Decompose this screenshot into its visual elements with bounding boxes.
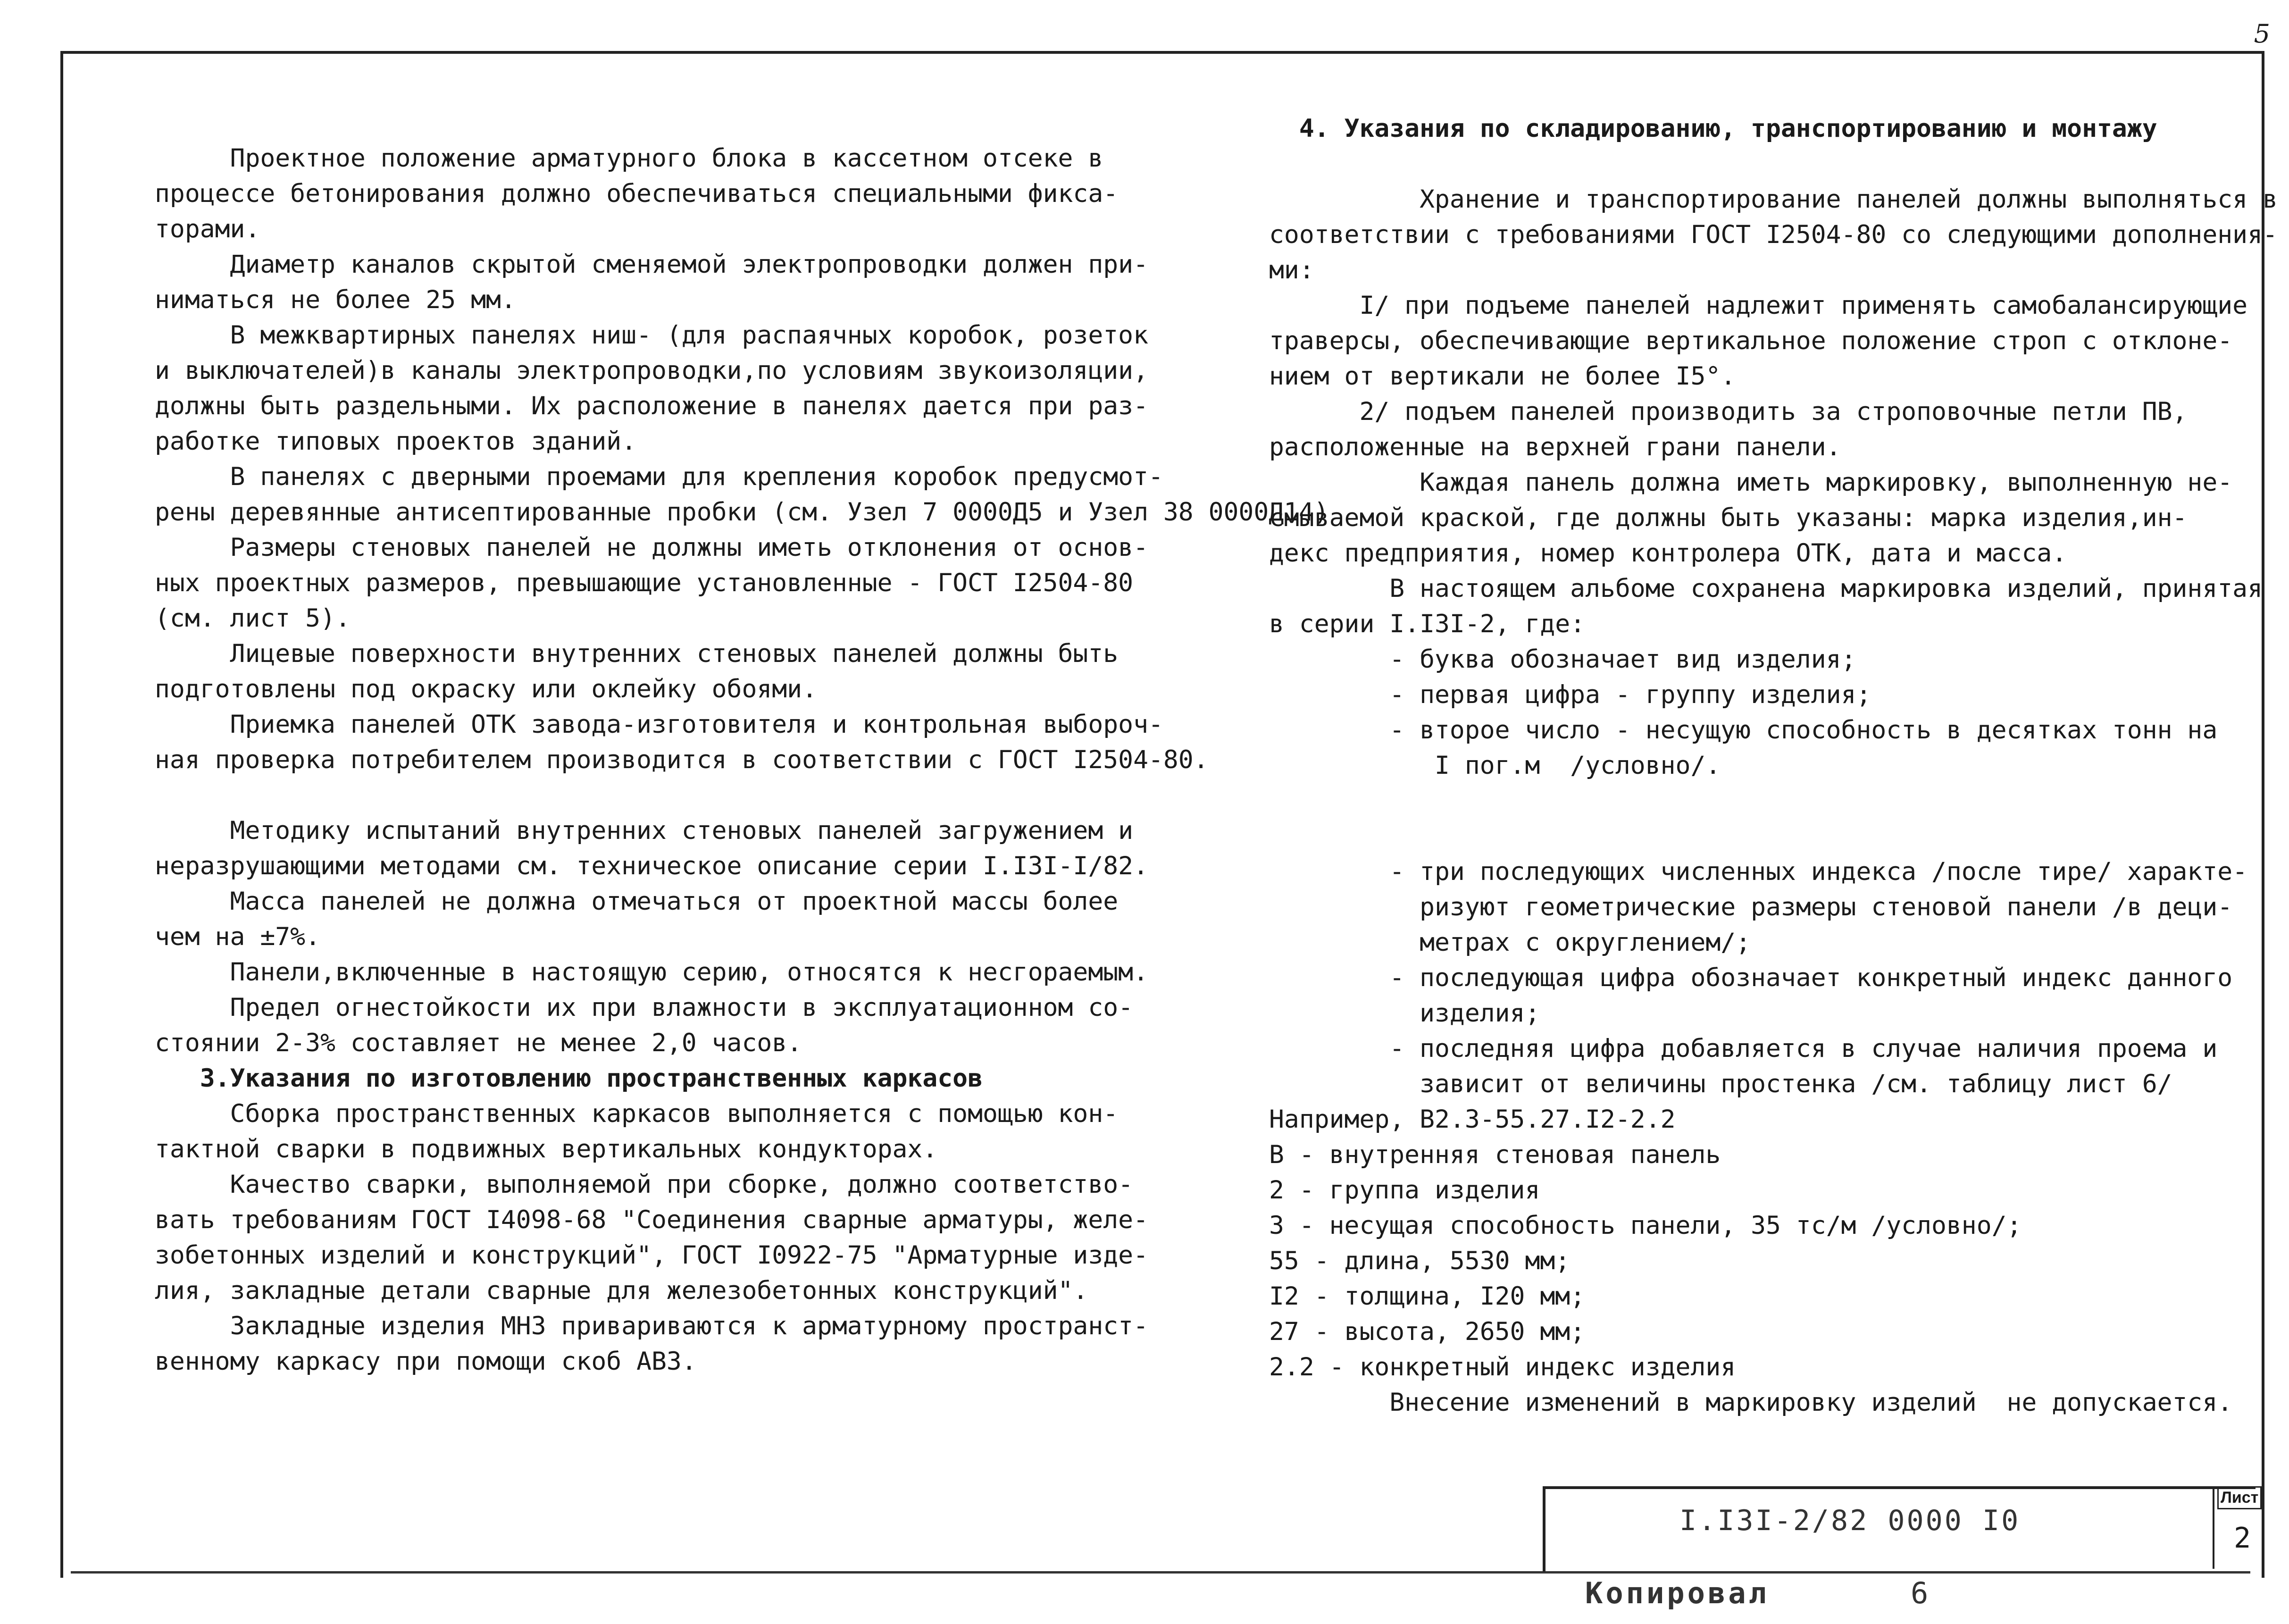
text-line: В настоящем альбоме сохранена маркировка изделий, принятая (1269, 574, 2263, 603)
text-line: смываемой краской, где должны быть указаны: марка изделия,ин- (1269, 503, 2188, 532)
text-line: - последняя цифра добавляется в случае наличия проема и (1269, 1034, 2218, 1063)
text-line: 2 - группа изделия (1269, 1176, 1540, 1205)
text-line: - второе число - несущую способность в десятках тонн на (1269, 716, 2218, 745)
text-line: Масса панелей не должна отмечаться от проектной массы более (155, 887, 1119, 916)
text-line: Панели,включенные в настоящую серию, относятся к несгораемым. (155, 958, 1148, 987)
text-line: и выключателей)в каналы электропроводки,по условиям звукоизоляции, (155, 356, 1148, 385)
text-line: изделия; (1269, 999, 1540, 1028)
text-line: в серии I.I3I-2, где: (1269, 610, 1586, 638)
text-line: Например, В2.3-55.27.I2-2.2 (1269, 1105, 1676, 1134)
text-line (1269, 783, 2278, 819)
text-line: Сборка пространственных каркасов выполняется с помощью кон- (155, 1099, 1119, 1128)
text-line: тактной сварки в подвижных вертикальных кондукторах. (155, 1135, 938, 1164)
text-line: расположенные на верхней грани панели. (1269, 433, 1841, 461)
corner-page-number: 5 (2254, 19, 2270, 49)
text-line: В межквартирных панелях ниш- (для распаячных коробок, розеток (155, 321, 1148, 350)
text-line: I/ при подъеме панелей надлежит применять самобалансирующие (1269, 291, 2248, 320)
text-line: ми: (1269, 256, 1314, 285)
text-line: ных проектных размеров, превышающие установленные - ГОСТ I2504-80 (155, 569, 1134, 597)
text-line: подготовлены под окраску или оклейку обоями. (155, 675, 817, 703)
text-line: нием от вертикали не более I5°. (1269, 362, 1736, 391)
text-line: Проектное положение арматурного блока в кассетном отсеке в (155, 144, 1103, 173)
text-line: зависит от величины простенка /см. таблицу лист 6/ (1269, 1070, 2172, 1098)
text-line: I2 - толщина, I20 мм; (1269, 1282, 1586, 1311)
text-line: Закладные изделия МНЗ привариваются к арматурному пространст- (155, 1312, 1148, 1340)
text-line: 27 - высота, 2650 мм; (1269, 1317, 1586, 1346)
text-line: стоянии 2-3% составляет не менее 2,0 часов. (155, 1029, 802, 1057)
text-line: 4. Указания по складированию, транспортированию и монтажу (1269, 114, 2157, 143)
text-line: должны быть раздельными. Их расположение в панелях дается при раз- (155, 392, 1148, 420)
text-line: Внесение изменений в маркировку изделий не допускается. (1269, 1388, 2233, 1417)
text-line: 3 - несущая способность панели, 35 тс/м /условно/; (1269, 1211, 2022, 1240)
text-line: декс предприятия, номер контролера ОТК, дата и масса. (1269, 539, 2067, 568)
text-line: Приемка панелей ОТК завода-изготовителя и контрольная выбороч- (155, 710, 1163, 739)
text-line: - первая цифра - группу изделия; (1269, 680, 1871, 709)
text-line: В панелях с дверными проемами для крепления коробок предусмот- (155, 462, 1163, 491)
text-line: Размеры стеновых панелей не должны иметь отклонения от основ- (155, 533, 1148, 562)
text-line: (см. лист 5). (155, 604, 351, 633)
text-line: торами. (155, 215, 260, 243)
text-line: ризуют геометрические размеры стеновой панели /в деци- (1269, 893, 2233, 921)
text-line: Лицевые поверхности внутренних стеновых панелей должны быть (155, 639, 1119, 668)
text-line: I пог.м /условно/. (1269, 751, 1721, 780)
text-line: чем на ±7%. (155, 922, 320, 951)
text-line: зобетонных изделий и конструкций", ГОСТ I0922-75 "Арматурные изде- (155, 1241, 1148, 1270)
text-line: вать требованиям ГОСТ I4098-68 "Соединения сварные арматуры, желе- (155, 1205, 1148, 1234)
text-line: 2/ подъем панелей производить за строповочные петли ПВ, (1269, 397, 2188, 426)
text-line (155, 778, 1329, 813)
sheet-number: 2 (2234, 1522, 2251, 1555)
text-line: ниматься не более 25 мм. (155, 285, 516, 314)
text-line: Диаметр каналов скрытой сменяемой электропроводки должен при- (155, 250, 1148, 279)
copied-by-label: Копировал (1585, 1576, 1769, 1610)
text-line: Качество сварки, выполняемой при сборке, должно соответство- (155, 1170, 1134, 1199)
text-line: Хранение и транспортирование панелей должны выполняться в (1269, 185, 2278, 214)
text-line (1269, 146, 2278, 182)
text-line: траверсы, обеспечивающие вертикальное положение строп с отклоне- (1269, 326, 2233, 355)
sheet-label: Лист (2217, 1486, 2262, 1509)
text-line: венному каркасу при помощи скоб АВЗ. (155, 1347, 697, 1376)
text-line: работке типовых проектов зданий. (155, 427, 637, 456)
stamp-divider (2213, 1486, 2214, 1569)
text-line: Методику испытаний внутренних стеновых панелей загружением и (155, 816, 1134, 845)
text-line: 2.2 - конкретный индекс изделия (1269, 1353, 1736, 1381)
format-number: 6 (1911, 1576, 1929, 1610)
document-code: I.I3I-2/82 0000 I0 (1679, 1504, 2021, 1537)
left-text-column (155, 141, 1329, 1379)
right-text-column (1269, 111, 2278, 1420)
text-line: 55 - длина, 5530 мм; (1269, 1247, 1571, 1275)
text-line (1269, 819, 2278, 854)
text-line: лия, закладные детали сварные для железобетонных конструкций". (155, 1276, 1088, 1305)
text-line: неразрушающими методами см. техническое описание серии I.I3I-I/82. (155, 852, 1148, 880)
text-line: - три последующих численных индекса /после тире/ характе- (1269, 857, 2248, 886)
text-line: ная проверка потребителем производится в соответствии с ГОСТ I2504-80. (155, 745, 1209, 774)
text-line: - буква обозначает вид изделия; (1269, 645, 1856, 674)
text-line: Каждая панель должна иметь маркировку, выполненную не- (1269, 468, 2233, 497)
text-line: рены деревянные антисептированные пробки (см. Узел 7 0000Д5 и Узел 38 0000Д14) (155, 498, 1329, 527)
text-line: соответствии с требованиями ГОСТ I2504-80 со следующими дополнения- (1269, 220, 2278, 249)
text-line: процессе бетонирования должно обеспечиваться специальными фикса- (155, 179, 1119, 208)
text-line: 3.Указания по изготовлению пространственных каркасов (155, 1064, 983, 1093)
text-line: метрах с округлением/; (1269, 928, 1751, 957)
text-line: - последующая цифра обозначает конкретный индекс данного (1269, 963, 2233, 992)
text-line: Предел огнестойкости их при влажности в эксплуатационном со- (155, 993, 1134, 1022)
text-line: В - внутренняя стеновая панель (1269, 1140, 1721, 1169)
